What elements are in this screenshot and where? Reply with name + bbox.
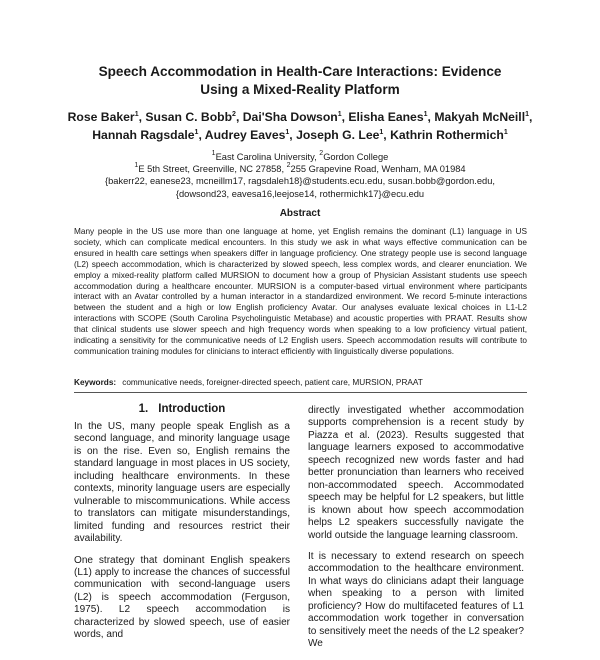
paragraph: It is necessary to extend research on speech accommodation to the healthcare environment. In what ways do clinicians adapt their language when speaking to a person with limited proficiency? How do multifaceted features of L1 accommodation work together in conversation to sensitively meet the needs of the L2 speaker? We xyxy=(308,550,524,650)
author-affiliation-mark: 1 xyxy=(423,111,428,118)
institution-2: Gordon College xyxy=(323,152,389,162)
author-affiliation-mark: 1 xyxy=(503,128,508,136)
aff-mark: 2 xyxy=(319,150,324,157)
keywords-divider xyxy=(74,392,527,393)
section-title: Introduction xyxy=(158,403,226,415)
left-column xyxy=(74,421,290,651)
abstract-heading: Abstract xyxy=(279,208,321,219)
addresses-line xyxy=(60,163,540,175)
title-line-2: Using a Mixed-Reality Platform xyxy=(200,82,400,97)
address-2: 255 Grapevine Road, Wenham, MA 01984 xyxy=(290,164,466,175)
section-number: 1. xyxy=(138,403,149,415)
author-name: Elisha Eanes xyxy=(348,110,424,124)
paragraph: In the US, many people speak English as a second language, and minority language usage is on the rise. Even so, English remains the standard language in most places in US society, including healthcare environments. In these contexts, minority language users are especially vulnerable to miscommunications. While access to translators can mitigate misunderstandings, limited funding and resources restrict their availability. xyxy=(74,421,290,545)
keywords-text: communicative needs, foreigner-directed speech, patient care, MURSION, PRAAT xyxy=(122,378,423,387)
author-name: Kathrin Rothermich xyxy=(390,127,504,142)
aff-mark: 2 xyxy=(286,162,291,170)
paragraph: One strategy that dominant English speakers (L1) apply to increase the chances of successful communication with second-language users (L2) is speech accommodation (Ferguson, 1975). L2 speech accommodation is characterized by slowed speech, use of easier words, and xyxy=(74,554,290,641)
author-name: Susan C. Bobb xyxy=(145,110,233,124)
keywords xyxy=(74,377,527,388)
address-1: E 5th Street, Greenville, NC 27858, xyxy=(138,164,285,175)
right-column xyxy=(308,405,524,660)
author-name: Rose Baker xyxy=(67,110,135,124)
author-affiliation-mark: 2 xyxy=(232,111,236,118)
institutions-line xyxy=(60,151,540,163)
author-name: Hannah Ragsdale xyxy=(92,127,195,142)
author-affiliation-mark: 1 xyxy=(525,111,529,118)
author-line-1: Rose Baker$^1$, Susan C. Bobb$^2$, Dai'Sha Dowson$^1$, Elisha Eanes$^1$, Makyah McNeill$^1$, Hannah Ragsdale$^1$, Audrey Eaves$^1$, Joseph G. Lee$^1$, Kathrin Rothermich$^1$ xyxy=(67,110,533,142)
aff-mark: 1 xyxy=(134,162,139,170)
affiliations xyxy=(60,151,540,200)
section-heading xyxy=(74,402,290,416)
author-affiliation-mark: 1 xyxy=(194,128,199,136)
author-name: Makyah McNeill xyxy=(434,110,526,124)
author-affiliation-mark: 1 xyxy=(379,128,384,136)
author-affiliation-mark: 1 xyxy=(337,111,342,118)
keywords-label: Keywords: xyxy=(74,378,117,387)
abstract-text: Many people in the US use more than one language at home, yet English remains the dominant (L1) language in US society, which can complicate medical encounters. In this study we ask in what ways effective communication can be ensured in health care settings when speakers differ in language proficiency. One strategy people use is second language (L2) speech accommodation, which is characterized by slowed speech, less complex words, and clearer enunciation. We employ a mixed-reality platform called MURSION to document how a group of Physician Assistant students use speech accommodation during a healthcare encounter. MURSION is a computer-based virtual environment where participants interact with an Avatar controlled by a human interactor in a standardized environment. We record 5-minute interactions between the student and a high or low English proficiency Avatar. Our analyses evaluate lexical choices in L1-L2 interactions with SCOPE (South Carolina Psycholinguistic Metabase) and acoustic properties with PRAAT. Results show that clinical students use slower speech and high frequency words when speaking to a low proficiency virtual patient, indicating a sensitivity for the communicative needs of L2 English users. Speech accommodation results will contribute to communication training modules for clinicians to interact efficiently with linguistically diverse populations. xyxy=(74,227,527,356)
aff-mark: 1 xyxy=(211,150,216,157)
institution-1: East Carolina University, xyxy=(215,152,317,162)
paragraph: directly investigated whether accommodation supports comprehension is a recent study by Piazza et al. (2023). Results suggested that language learners exposed to accommodative speech recognized new words faster and had better pronunciation than learners who received non-accommodated speech. Accommodated speech may be helpful for L2 speakers, but little is known about how speech accommodation helps L2 speakers successfully navigate the world outside the language learning classroom. xyxy=(308,405,524,541)
emails-line-1: {bakerr22, eanese23, mcneillm17, ragsdaleh18}@students.ecu.edu, susan.bobb@gordon.edu, xyxy=(105,176,495,187)
author-name: Joseph G. Lee xyxy=(296,127,380,142)
title-line-1: Speech Accommodation in Health-Care Interactions: Evidence xyxy=(98,64,502,79)
paper-title xyxy=(60,63,540,99)
author-affiliation-mark: 1 xyxy=(285,128,290,136)
author-name: Dai'Sha Dowson xyxy=(242,110,338,124)
author-affiliation-mark: 1 xyxy=(134,111,139,118)
emails-line-2: {dowsond23, eavesa16,leejose14, rothermichk17}@ecu.edu xyxy=(175,188,425,199)
author-name: Audrey Eaves xyxy=(204,127,286,142)
author-list xyxy=(60,109,540,144)
